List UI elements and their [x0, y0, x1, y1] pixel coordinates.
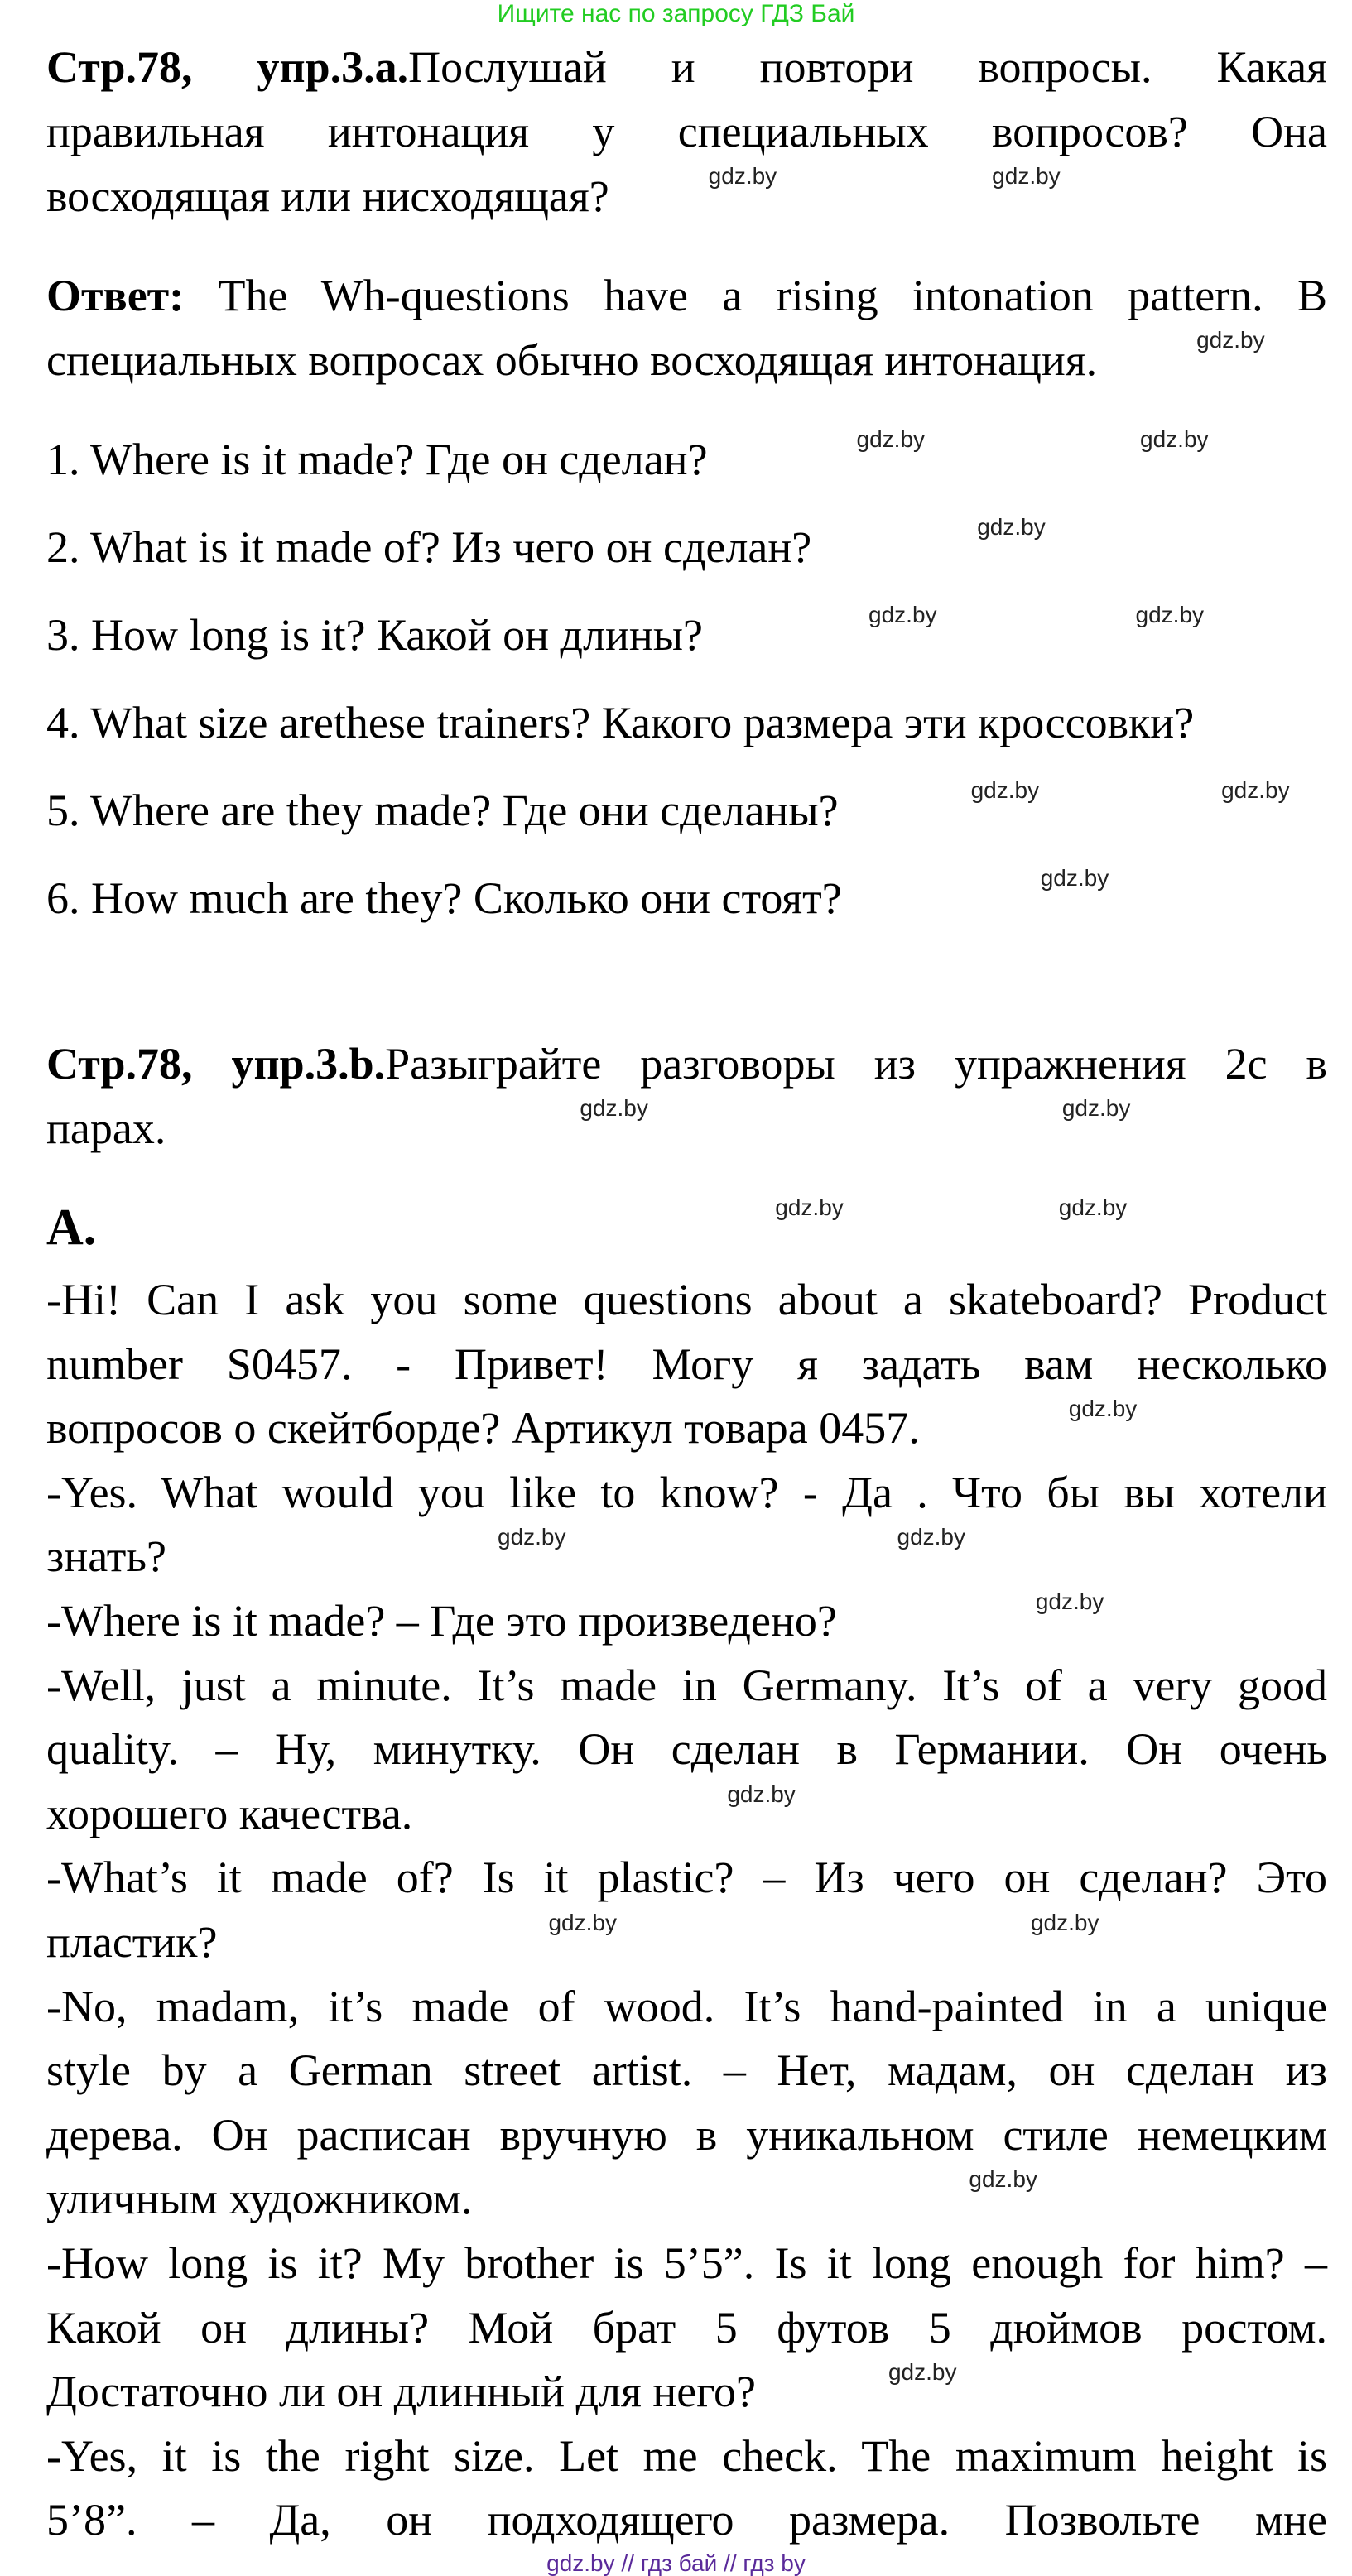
- dialogue-line: [46, 1525, 1327, 1589]
- section-a: [46, 1195, 1327, 1260]
- task-3a: [46, 35, 1327, 228]
- watermark: gdz.by: [775, 1194, 844, 1220]
- list-item: [46, 778, 1327, 843]
- list-item-text: 3. How long is it? Какой он длины?: [46, 610, 704, 660]
- dialogue-line: number S0457. - Привет! Могу я задать вам несколько: [46, 1338, 1327, 1389]
- dialogue: [46, 1268, 1327, 2553]
- dialogue-line: -No, madam, it’s made of wood. It’s hand-painted in a unique: [46, 1981, 1327, 2031]
- watermark: gdz.by: [977, 514, 1046, 540]
- dialogue-line: -Yes. What would you like to know? - Да . Что бы вы хотели: [46, 1467, 1327, 1517]
- task-3b: [46, 1031, 1327, 1161]
- task-3a-line: правильная интонация у специальных вопросов? Она: [46, 107, 1327, 156]
- task-3b-text: Разыграйте разговоры из упражнения 2с в: [385, 1039, 1327, 1089]
- watermark: gdz.by: [888, 2359, 957, 2386]
- search-banner[interactable]: Ищите нас по запросу ГДЗ Бай: [497, 0, 855, 27]
- dialogue-text: знать?: [46, 1531, 166, 1582]
- dialogue-line: дерева. Он расписан вручную в уникальном стиле немецким: [46, 2109, 1327, 2160]
- watermark: gdz.by: [897, 1524, 965, 1550]
- watermark: gdz.by: [1221, 777, 1290, 803]
- list-item: 4. What size arethese trainers? Какого размера эти кроссовки?: [46, 698, 1195, 747]
- list-item-text: 6. How much are they? Сколько они стоят?: [46, 873, 842, 923]
- task-3a-label: Стр.78, упр.3.а.: [46, 42, 409, 92]
- watermark: gdz.by: [856, 426, 926, 452]
- watermark: gdz.by: [970, 777, 1040, 803]
- list-item: [46, 427, 1327, 492]
- dialogue-line: -How long is it? My brother is 5’5”. Is it long enough for him? –: [46, 2237, 1327, 2288]
- dialogue-line: [46, 1589, 1327, 1654]
- footer-links[interactable]: gdz.by // гдз бай // гдз by: [546, 2550, 806, 2576]
- dialogue-line: style by a German street artist. – Нет, мадам, он сделан из: [46, 2045, 1327, 2096]
- dialogue-line: [46, 1396, 1327, 1461]
- task-3b-line: [46, 1031, 1327, 1096]
- task-3a-text: восходящая или нисходящая?: [46, 171, 609, 221]
- answer-line: [46, 263, 1327, 328]
- answer-text: специальных вопросах обычно восходящая интонация.: [46, 335, 1098, 385]
- answer-text: The Wh-questions have a rising intonation pattern. В: [184, 271, 1327, 320]
- task-3a-line: [46, 164, 1327, 228]
- dialogue-line: -What’s it made of? Is it plastic? – Из чего он сделан? Это: [46, 1853, 1327, 1903]
- task-3a-line: [46, 35, 1327, 99]
- list-item: [46, 515, 1327, 579]
- task-3b-label: Стр.78, упр.3.b.: [46, 1039, 386, 1089]
- dialogue-line: [46, 2167, 1327, 2232]
- watermark: gdz.by: [708, 163, 777, 189]
- watermark: gdz.by: [1035, 1588, 1104, 1614]
- dialogue-line: quality. – Ну, минутку. Он сделан в Германии. Он очень: [46, 1724, 1327, 1775]
- watermark: gdz.by: [1135, 602, 1205, 627]
- dialogue-line: 5’8”. – Да, он подходящего размера. Позвольте мне: [46, 2495, 1327, 2545]
- answer-label: Ответ:: [46, 271, 185, 320]
- watermark: gdz.by: [1040, 865, 1109, 891]
- watermark: gdz.by: [727, 1781, 796, 1807]
- dialogue-line: -Well, just a minute. It’s made in Germany. It’s of a very good: [46, 1660, 1327, 1710]
- watermark: gdz.by: [1140, 426, 1209, 452]
- dialogue-text: вопросов о скейтборде? Артикул товара 0457.: [46, 1403, 920, 1454]
- dialogue-text: пластик?: [46, 1916, 218, 1967]
- list-item: [46, 866, 1327, 930]
- task-3b-line: [46, 1096, 1327, 1161]
- dialogue-line: [46, 2360, 1327, 2425]
- watermark: gdz.by: [1058, 1194, 1128, 1220]
- watermark: gdz.by: [868, 602, 937, 627]
- list-item-text: 2. What is it made of? Из чего он сделан?: [46, 522, 812, 572]
- list-item-text: 5. Where are they made? Где они сделаны?: [46, 786, 839, 835]
- section-a-heading: A.: [46, 1199, 97, 1256]
- answer: [46, 263, 1327, 392]
- dialogue-text: -Where is it made? – Где это произведено?: [46, 1595, 837, 1646]
- dialogue-text: хорошего качества.: [46, 1788, 413, 1838]
- dialogue-line: [46, 1910, 1327, 1975]
- watermark: gdz.by: [548, 1909, 617, 1935]
- watermark: gdz.by: [1196, 327, 1265, 353]
- task-3a-text: Послушай и повтори вопросы. Какая: [408, 42, 1327, 92]
- dialogue-line: [46, 1782, 1327, 1847]
- task-3b-text: парах.: [46, 1103, 166, 1153]
- watermark: gdz.by: [498, 1524, 566, 1550]
- dialogue-line: -Hi! Can I ask you some questions about a skateboard? Product: [46, 1275, 1327, 1324]
- question-list: [46, 427, 1327, 930]
- document-body: [46, 35, 1327, 2553]
- dialogue-text: Достаточно ли он длинный для него?: [46, 2367, 756, 2417]
- dialogue-line: -Yes, it is the right size. Let me check. The maximum height is: [46, 2430, 1327, 2481]
- watermark: gdz.by: [992, 163, 1061, 189]
- list-item-text: 1. Where is it made? Где он сделан?: [46, 435, 708, 484]
- watermark: gdz.by: [1061, 1095, 1131, 1121]
- dialogue-line: Какой он длины? Мой брат 5 футов 5 дюймов ростом.: [46, 2302, 1327, 2353]
- watermark: gdz.by: [1068, 1396, 1138, 1422]
- watermark: gdz.by: [580, 1095, 648, 1121]
- answer-line: [46, 328, 1327, 392]
- watermark: gdz.by: [1030, 1909, 1099, 1935]
- watermark: gdz.by: [969, 2166, 1037, 2193]
- list-item: [46, 603, 1327, 667]
- dialogue-text: уличным художником.: [46, 2174, 473, 2224]
